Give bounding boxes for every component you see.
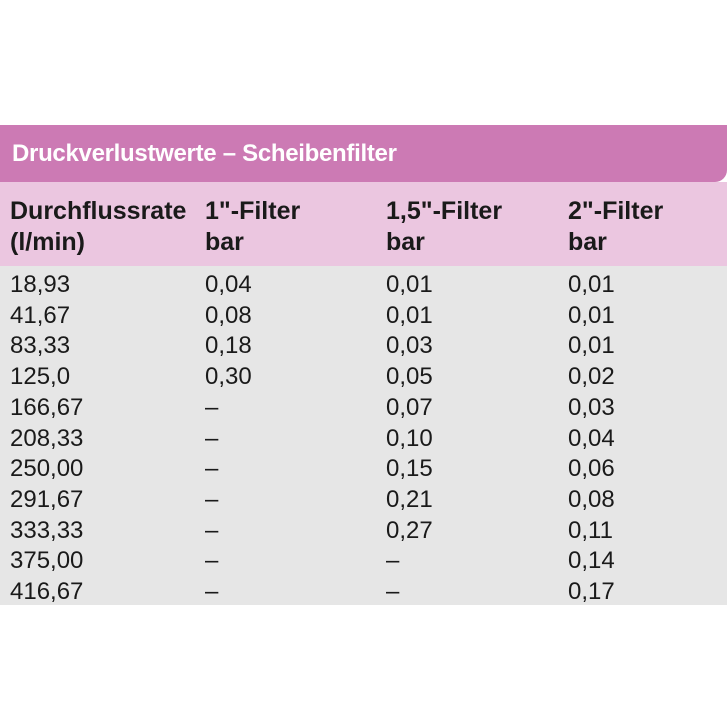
cell-1-inch-filter: – [205, 547, 219, 575]
cell-2-inch-filter: 0,17 [568, 578, 615, 605]
cell-1-5-inch-filter: 0,05 [386, 363, 433, 391]
cell-2-inch-filter: 0,06 [568, 455, 615, 483]
cell-1-5-inch-filter: 0,21 [386, 485, 433, 513]
column-header-2-inch-filter [568, 196, 663, 258]
cell-1-5-inch-filter: 0,27 [386, 516, 433, 544]
cell-flow-rate: 250,00 [10, 455, 84, 483]
table-row [0, 577, 727, 608]
cell-1-inch-filter: – [205, 578, 219, 605]
cell-1-5-inch-filter: 0,10 [386, 424, 433, 452]
column-header-label: 1"-Filter [205, 197, 301, 225]
cell-flow-rate: 41,67 [10, 301, 71, 329]
table-row [0, 424, 727, 455]
table-title-bar [0, 125, 727, 182]
cell-1-inch-filter: – [205, 424, 219, 452]
table-header-row [0, 182, 727, 266]
cell-1-inch-filter: 0,08 [205, 301, 252, 329]
table-row [0, 546, 727, 577]
column-header-flow-rate [10, 196, 186, 258]
cell-2-inch-filter: 0,01 [568, 332, 615, 360]
column-header-label: 1,5"-Filter [386, 197, 503, 225]
table-row [0, 301, 727, 332]
cell-1-inch-filter: 0,04 [205, 271, 252, 298]
cell-flow-rate: 375,00 [10, 547, 84, 575]
table-row [0, 393, 727, 424]
cell-1-inch-filter: – [205, 516, 219, 544]
cell-2-inch-filter: 0,14 [568, 547, 615, 575]
table-body [0, 266, 727, 605]
cell-2-inch-filter: 0,08 [568, 485, 615, 513]
table-row [0, 485, 727, 516]
cell-1-5-inch-filter: 0,07 [386, 393, 433, 421]
cell-2-inch-filter: 0,03 [568, 393, 615, 421]
cell-2-inch-filter: 0,01 [568, 301, 615, 329]
cell-1-5-inch-filter: – [386, 578, 400, 605]
table-row [0, 516, 727, 547]
column-header-1-5-inch-filter [386, 196, 502, 258]
cell-flow-rate: 166,67 [10, 393, 84, 421]
cell-2-inch-filter: 0,01 [568, 271, 615, 298]
cell-2-inch-filter: 0,11 [568, 516, 613, 544]
column-header-unit: bar [386, 228, 425, 256]
pressure-loss-table [0, 125, 727, 605]
cell-flow-rate: 291,67 [10, 485, 84, 513]
cell-1-inch-filter: – [205, 393, 219, 421]
cell-1-inch-filter: 0,18 [205, 332, 252, 360]
cell-1-inch-filter: – [205, 455, 219, 483]
cell-flow-rate: 83,33 [10, 332, 71, 360]
cell-flow-rate: 125,0 [10, 363, 71, 391]
cell-2-inch-filter: 0,04 [568, 424, 615, 452]
cell-flow-rate: 416,67 [10, 578, 84, 605]
cell-1-inch-filter: 0,30 [205, 363, 252, 391]
cell-1-5-inch-filter: – [386, 547, 400, 575]
table-row [0, 331, 727, 362]
table-title: Druckverlustwerte – Scheibenfilter [12, 140, 397, 167]
cell-1-5-inch-filter: 0,03 [386, 332, 433, 360]
cell-flow-rate: 208,33 [10, 424, 84, 452]
table-row [0, 362, 727, 393]
cell-flow-rate: 333,33 [10, 516, 84, 544]
table-row [0, 454, 727, 485]
column-header-1-inch-filter [205, 196, 300, 258]
cell-1-5-inch-filter: 0,01 [386, 301, 433, 329]
column-header-unit: (l/min) [10, 228, 85, 256]
cell-2-inch-filter: 0,02 [568, 363, 615, 391]
table-row [0, 270, 727, 301]
cell-flow-rate: 18,93 [10, 271, 71, 298]
cell-1-5-inch-filter: 0,15 [386, 455, 433, 483]
column-header-label: Durchflussrate [10, 197, 187, 225]
cell-1-5-inch-filter: 0,01 [386, 271, 433, 298]
column-header-unit: bar [205, 228, 244, 256]
column-header-label: 2"-Filter [568, 197, 664, 225]
cell-1-inch-filter: – [205, 485, 219, 513]
column-header-unit: bar [568, 228, 607, 256]
